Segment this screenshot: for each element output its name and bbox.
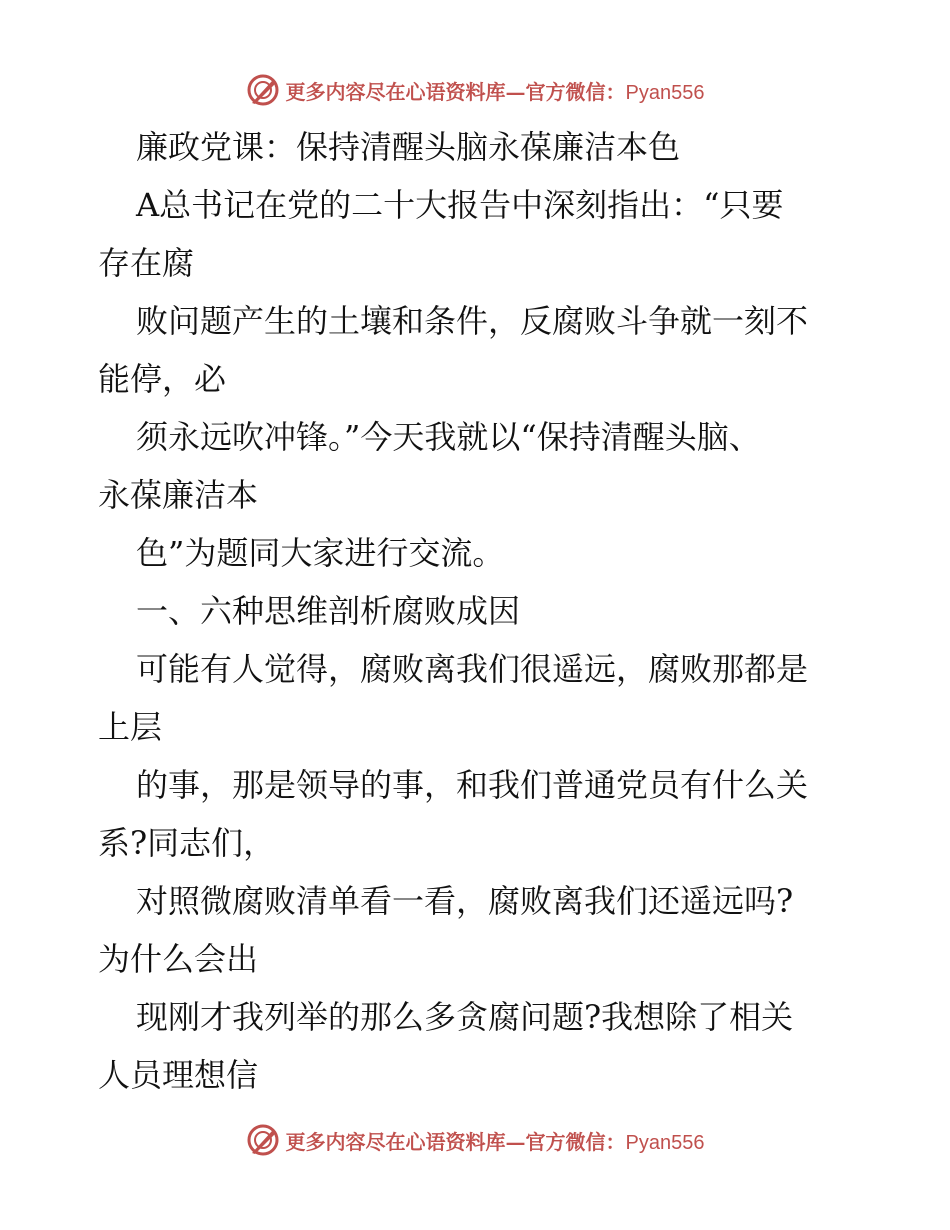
paragraph-line: 永葆廉洁本 [98, 476, 259, 514]
paragraph-line: 人员理想信 [98, 1056, 259, 1094]
paragraph-line: 能停，必 [98, 360, 227, 398]
paragraph-line: 对照微腐败清单看一看，腐败离我们还遥远吗? [136, 882, 794, 920]
pen-seal-icon [246, 1123, 280, 1157]
banner-text [286, 1126, 705, 1155]
banner-dash: — [505, 1129, 526, 1154]
banner-main-text: 更多内容尽在心语资料库 [285, 1129, 506, 1154]
paragraph-line: 一、六种思维剖析腐败成因 [136, 592, 521, 630]
banner-account: Pyan556 [625, 81, 705, 104]
header-banner [0, 70, 950, 110]
banner-suffix-text: 官方微信： [525, 1129, 626, 1154]
paragraph-line: 须永远吹冲锋。”今天我就以“保持清醒头脑、 [136, 418, 761, 456]
paragraph-line: 色”为题同大家进行交流。 [136, 534, 505, 572]
paragraph-line: 的事，那是领导的事，和我们普通党员有什么关 [136, 766, 809, 804]
paragraph-line: 可能有人觉得，腐败离我们很遥远，腐败那都是 [136, 650, 809, 688]
paragraph-line: A总书记在党的二十大报告中深刻指出：“只要 [136, 186, 784, 224]
footer-banner [0, 1120, 950, 1160]
banner-main-text: 更多内容尽在心语资料库 [285, 79, 506, 104]
document-body [98, 118, 858, 1104]
banner-text [286, 76, 705, 105]
paragraph-line: 廉政党课：保持清醒头脑永葆廉洁本色 [136, 128, 681, 166]
paragraph-line: 上层 [98, 708, 163, 746]
banner-dash: — [505, 79, 526, 104]
banner-account: Pyan556 [625, 1131, 705, 1154]
banner-suffix-text: 官方微信： [525, 79, 626, 104]
paragraph-line: 存在腐 [98, 244, 195, 282]
paragraph-line: 现刚才我列举的那么多贪腐问题?我想除了相关 [136, 998, 794, 1036]
paragraph-line: 为什么会出 [98, 940, 259, 978]
pen-seal-icon [246, 73, 280, 107]
paragraph-line: 败问题产生的土壤和条件，反腐败斗争就一刻不 [136, 302, 809, 340]
paragraph-line: 系?同志们， [98, 824, 276, 862]
